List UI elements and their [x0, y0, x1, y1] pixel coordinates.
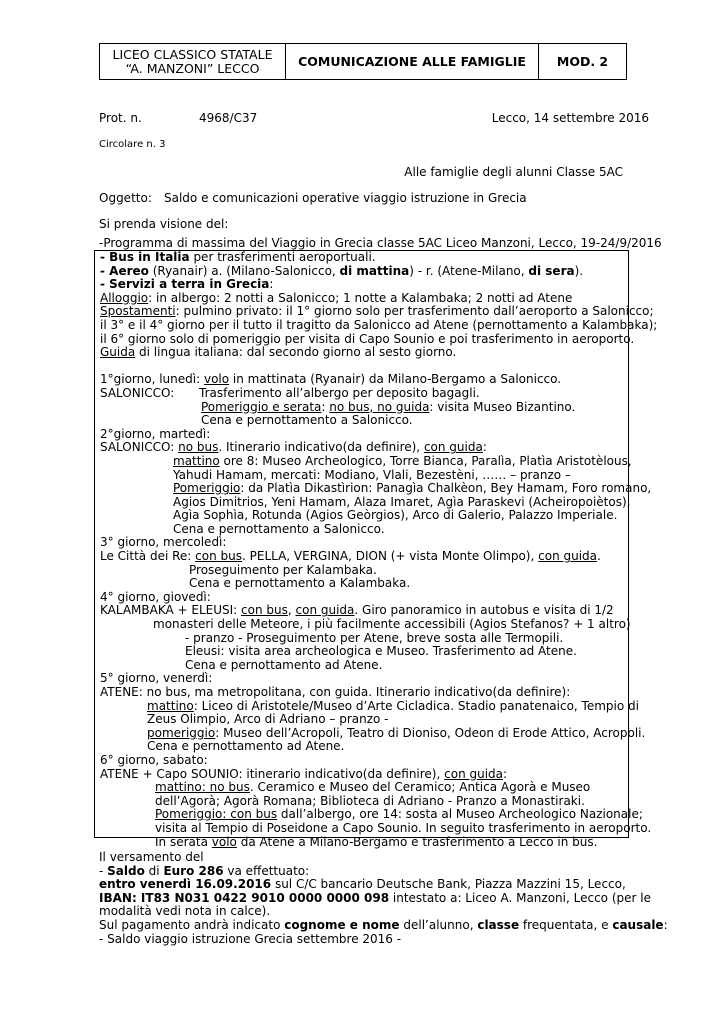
program-box: [94, 250, 658, 849]
bus-italia-label: - Bus in Italia: [100, 250, 190, 264]
payment-amount: Euro 286: [163, 863, 224, 878]
payment-intro: Il versamento del: [99, 850, 204, 864]
subject-text: Saldo e comunicazioni operative viaggio istruzione in Grecia: [164, 191, 527, 205]
prot-number: 4968/C37: [199, 111, 258, 125]
day4-heading: 4° giorno, giovedì:: [100, 589, 211, 604]
day5-heading: 5° giorno, venerdì:: [100, 671, 213, 686]
program-content: - Bus in Italia per trasferimenti aeroportuali. - Aereo (Ryanair) a. (Milano-Salonicco, di mattina) - r. (Atene-Milano, di sera). - Servizi a terra in Grecia: Alloggio: in albergo: 2 notti a Salonicco; 1 notte a Kalambaka; 2 notti ad Atene Spostamenti: pulmino privato: il 1° giorno solo per trasferimento dall’aeroporto a Salonicco; il 3° e il 4° giorno per il tutto il tragitto da Salonicco ad Atene (pernottamento a Kalambaka); il 6° giorno solo di pomeriggio per visita di Capo Sounio e poi trasferimento in aeroporto. Guida di lingua italiana: dal secondo giorno al sesto giorno. 1°giorno, lunedì: volo in mattinata (Ryanair) da Milano-Bergamo a Salonicco. SALONICCO: Trasferimento all’albergo per deposito bagagli. Pomeriggio e serata: no bus, no guida: visita Museo Bizantino. Cena e pernottamento a Salonicco. 2°giorno, martedì: SALONICCO: no bus. Itinerario indicativo(da definire), con guida: mattino ore 8: Museo Archeologico, Torre Bianca, Paralìa, Platìa Aristotèlous, Yahudi Hamam, mercati: Modiano, Vlali, Bezestèni, …… – pranzo – Pomeriggio: da Platìa Dikastìrion: Panagìa Chalkèon, Bey Hamam, Foro romano, Agios Dimitrios, Yeni Hamam, Alaza Imaret, Agìa Paraskevi (Acheiropoiètos), Agìa Sophìa, Rotunda (Agios Geòrgios), Arco di Galerio, Palazzo Imperiale. Cena e pernottamento a Salonicco. 3° giorno, mercoledì: Le Città dei Re: con bus. PELLA, VERGINA, DION (+ vista Monte Olimpo), con guida. Proseguimento per Kalambaka. Cena e pernottamento a Kalambaka. 4° giorno, giovedì: KALAMBAKA + ELEUSI: con bus, con guida. Giro panoramico in autobus e visita di 1/2 monasteri delle Meteore, i più facilmente accessibili (Agios Stefanos? + 1 altro) - pranzo - Proseguimento per Atene, breve sosta alle Termopili. Eleusi: visita area archeologica e Museo. Trasferimento ad Atene. Cena e pernottamento ad Atene. 5° giorno, venerdì: ATENE: no bus, ma metropolitana, con guida. Itinerario indicativo(da definire): mattino: Liceo di Aristotele/Museo d’Arte Cicladica. Stadio panatenaico, Tempio di Zeus Olimpio, Arco di Adriano – pranzo - pomeriggio: Museo dell’Acropoli, Teatro di Dioniso, Odeon di Erode Attico, Acropoli. Cena e pernottamento ad Atene. 6° giorno, sabato: ATENE + Capo SOUNIO: itinerario indicativo(da definire), con guida: mattino: no bus. Ceramico e Museo del Ceramico; Antica Agorà e Museo dell’Agorà; Agorà Romana; Biblioteca di Adriano - Pranzo a Monastiraki. Pomeriggio: con bus dall’albergo, ore 14: sosta al Museo Archeologico Nazionale; visita al Tempio di Poseidone a Capo Sounio. In seguito trasferimento in aeroporto. In serata volo da Atene a Milano-Bergamo e trasferimento a Lecco in bus.: [100, 250, 658, 849]
day1-heading: 1°giorno, lunedì: volo in mattinata (Ryanair) da Milano-Bergamo a Salonicco.: [100, 372, 562, 387]
module-number: MOD. 2: [556, 53, 609, 69]
school-name-cell: [100, 44, 286, 79]
alloggio-label: Alloggio: [100, 290, 149, 305]
circolare-number: Circolare n. 3: [99, 139, 166, 150]
school-name-line1: LICEO CLASSICO STATALE: [112, 46, 273, 62]
prot-label: Prot. n.: [99, 111, 142, 125]
guida-label: Guida: [100, 345, 136, 360]
payment-deadline: entro venerdì 16.09.2016: [99, 877, 272, 892]
document-title-cell: [286, 44, 539, 79]
aereo-label: - Aereo: [100, 263, 149, 278]
addressee: Alle famiglie degli alunni Classe 5AC: [404, 165, 623, 179]
day2-heading: 2°giorno, martedì:: [100, 426, 211, 441]
day3-heading: 3° giorno, mercoledì:: [100, 535, 227, 550]
school-name-line2: “A. MANZONI” LECCO: [125, 60, 260, 76]
document-title: COMUNICAZIONE ALLE FAMIGLIE: [298, 53, 526, 69]
payment-section: Il versamento del - Saldo di Euro 286 va effettuato: entro venerdì 16.09.2016 sul C/C bancario Deutsche Bank, Piazza Mazzini 15, Lecco, IBAN: IT83 N031 0422 9010 0000 0000 098 intestato a: Liceo A. Manzoni, Lecco (per le modalità vedi nota in calce). Sul pagamento andrà indicato cognome e nome dell’alunno, classe frequentata, e causale: - Saldo viaggio istruzione Grecia settembre 2016 -: [99, 850, 668, 946]
servizi-label: - Servizi a terra in Grecia: [100, 277, 270, 292]
spostamenti-label: Spostamenti: [100, 304, 176, 319]
programma-title: -Programma di massima del Viaggio in Grecia classe 5AC Liceo Manzoni, Lecco, 19-24/9/2016: [99, 236, 662, 250]
day6-heading: 6° giorno, sabato:: [100, 752, 208, 767]
module-cell: [539, 44, 626, 79]
prenda-visione: Si prenda visione del:: [99, 217, 229, 231]
iban: IBAN: IT83 N031 0422 9010 0000 0000 098: [99, 890, 390, 905]
subject-label: Oggetto:: [99, 191, 152, 205]
payment-causale: - Saldo viaggio istruzione Grecia settembre 2016 -: [99, 931, 402, 946]
header-table: [99, 43, 627, 80]
place-date: Lecco, 14 settembre 2016: [491, 111, 649, 125]
